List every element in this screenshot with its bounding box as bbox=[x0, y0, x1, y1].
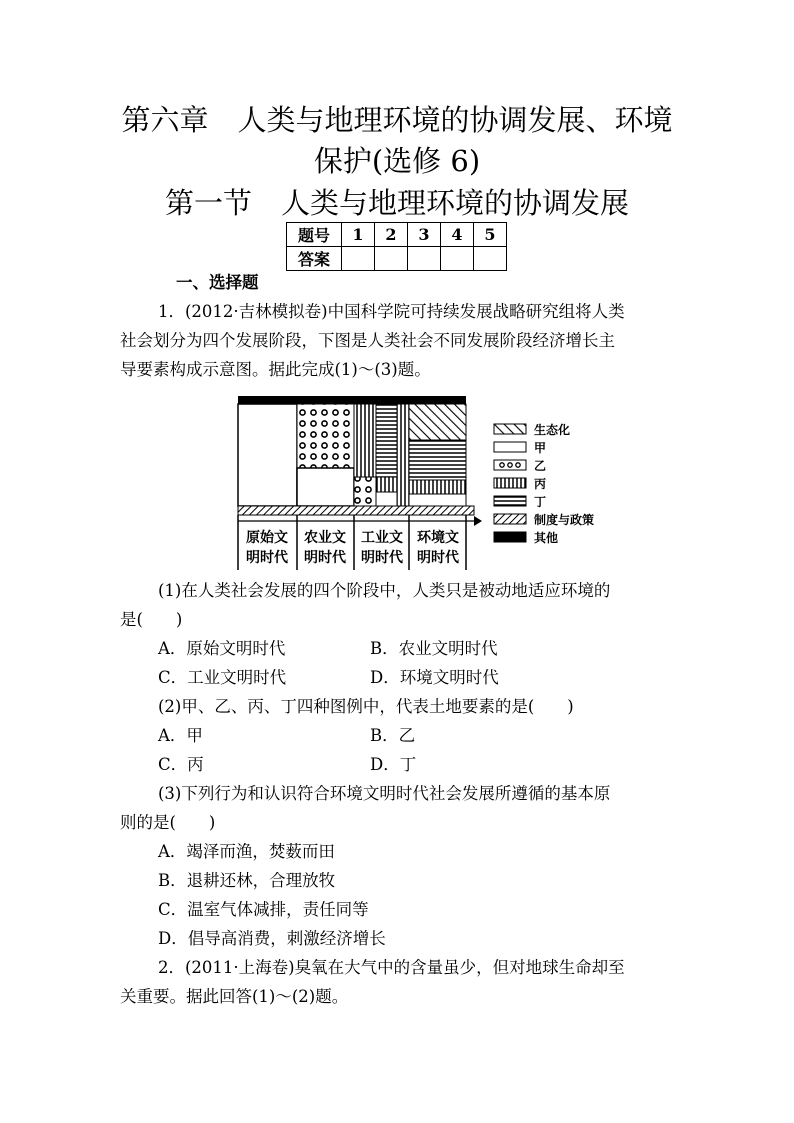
era2-jia bbox=[297, 468, 354, 506]
section-heading: 一、选择题 bbox=[176, 273, 259, 292]
q2-text-line1: 2．(2011·上海卷)臭氧在大气中的含量虽少，但对地球生命却至 bbox=[158, 958, 625, 977]
era4-bing bbox=[409, 480, 466, 494]
era-label: 明时代 bbox=[246, 550, 288, 566]
era3-jia bbox=[376, 492, 397, 506]
era3-ding bbox=[376, 404, 397, 477]
era3-bing bbox=[354, 404, 376, 477]
era-label: 工业文 bbox=[361, 530, 403, 546]
q1-1-option-d[interactable]: D．环境文明时代 bbox=[370, 668, 499, 687]
era3-bing-low bbox=[376, 477, 397, 492]
legend-label: 其他 bbox=[534, 531, 559, 545]
legend-swatch-yi bbox=[494, 460, 526, 470]
q1-1-option-a[interactable]: A．原始文明时代 bbox=[158, 639, 286, 658]
legend-swatch-ding bbox=[494, 496, 526, 506]
q1-2-text: (2)甲、乙、丙、丁四种图例中，代表土地要素的是( ) bbox=[158, 697, 574, 716]
legend-label: 甲 bbox=[534, 441, 547, 455]
answer-table bbox=[286, 222, 507, 271]
q1-3-option-c[interactable]: C．温室气体减排，责任同等 bbox=[158, 900, 369, 919]
q1-3-text-line1: (3)下列行为和认识符合环境文明时代社会发展所遵循的基本原 bbox=[158, 784, 611, 803]
era4-ding bbox=[409, 440, 466, 480]
legend-label: 丁 bbox=[534, 495, 547, 509]
q1-3-option-b[interactable]: B．退耕还林，合理放牧 bbox=[158, 871, 336, 890]
q1-text-line3: 导要素构成示意图。据此完成(1)～(3)题。 bbox=[120, 360, 431, 379]
era3-right-bing bbox=[397, 404, 409, 506]
answer-table-number: 1 bbox=[342, 223, 375, 247]
band-other bbox=[238, 396, 466, 404]
economic-growth-figure bbox=[230, 390, 620, 575]
answer-cell[interactable] bbox=[441, 247, 474, 271]
answer-table-number: 2 bbox=[375, 223, 408, 247]
q1-2-option-a[interactable]: A．甲 bbox=[158, 726, 203, 745]
era-label: 环境文 bbox=[417, 530, 459, 546]
legend-label: 生态化 bbox=[534, 423, 571, 437]
era-label: 明时代 bbox=[361, 550, 403, 566]
q1-2-option-b[interactable]: B．乙 bbox=[370, 726, 416, 745]
q1-1-text-line2: 是( ) bbox=[120, 610, 183, 629]
answer-cell[interactable] bbox=[474, 247, 507, 271]
q1-2-option-d[interactable]: D．丁 bbox=[370, 755, 417, 774]
q1-3-text-line2: 则的是( ) bbox=[120, 813, 216, 832]
answer-table-number: 4 bbox=[441, 223, 474, 247]
legend-swatch-eco bbox=[494, 424, 526, 434]
legend-label: 乙 bbox=[534, 459, 547, 473]
answer-table-answer-label: 答案 bbox=[287, 247, 342, 271]
era-label: 农业文 bbox=[304, 530, 346, 546]
era4-jia bbox=[409, 494, 466, 506]
legend-swatch-jia bbox=[494, 442, 526, 452]
q1-1-option-b[interactable]: B．农业文明时代 bbox=[370, 639, 498, 658]
era-label: 明时代 bbox=[417, 550, 459, 566]
legend-swatch-bing bbox=[494, 478, 526, 488]
legend-swatch-policy bbox=[494, 514, 526, 524]
legend-label: 丙 bbox=[534, 477, 547, 491]
legend-label: 制度与政策 bbox=[534, 513, 595, 527]
section-title: 第一节 人类与地理环境的协调发展 bbox=[164, 186, 629, 220]
q1-3-option-d[interactable]: D．倡导高消费，刺激经济增长 bbox=[158, 929, 386, 948]
q1-1-option-c[interactable]: C．工业文明时代 bbox=[158, 668, 287, 687]
q1-2-option-c[interactable]: C．丙 bbox=[158, 755, 204, 774]
era3-yi bbox=[354, 477, 376, 506]
band-policy bbox=[238, 506, 474, 515]
legend-swatch-other bbox=[494, 532, 526, 542]
answer-table-number: 3 bbox=[408, 223, 441, 247]
era4-eco bbox=[409, 404, 466, 440]
era1-jia bbox=[238, 404, 297, 506]
chapter-title: 第六章 人类与地理环境的协调发展、环境 bbox=[121, 103, 673, 137]
q1-3-option-a[interactable]: A．竭泽而渔，焚薮而田 bbox=[158, 842, 335, 861]
answer-table-header-label: 题号 bbox=[287, 223, 342, 247]
answer-table-number: 5 bbox=[474, 223, 507, 247]
era-label: 明时代 bbox=[304, 550, 346, 566]
q1-text-line1: 1．(2012·吉林模拟卷)中国科学院可持续发展战略研究组将人类 bbox=[158, 302, 625, 321]
answer-cell[interactable] bbox=[375, 247, 408, 271]
q1-text-line2: 社会划分为四个发展阶段，下图是人类社会不同发展阶段经济增长主 bbox=[120, 331, 615, 350]
q1-1-text-line1: (1)在人类社会发展的四个阶段中，人类只是被动地适应环境的 bbox=[158, 581, 611, 600]
answer-cell[interactable] bbox=[408, 247, 441, 271]
chapter-title-cont: 保护(选修 6) bbox=[313, 144, 481, 178]
answer-cell[interactable] bbox=[342, 247, 375, 271]
era2-yi bbox=[297, 404, 354, 468]
q2-text-line2: 关重要。据此回答(1)～(2)题。 bbox=[120, 987, 349, 1006]
era-label: 原始文 bbox=[246, 530, 288, 546]
